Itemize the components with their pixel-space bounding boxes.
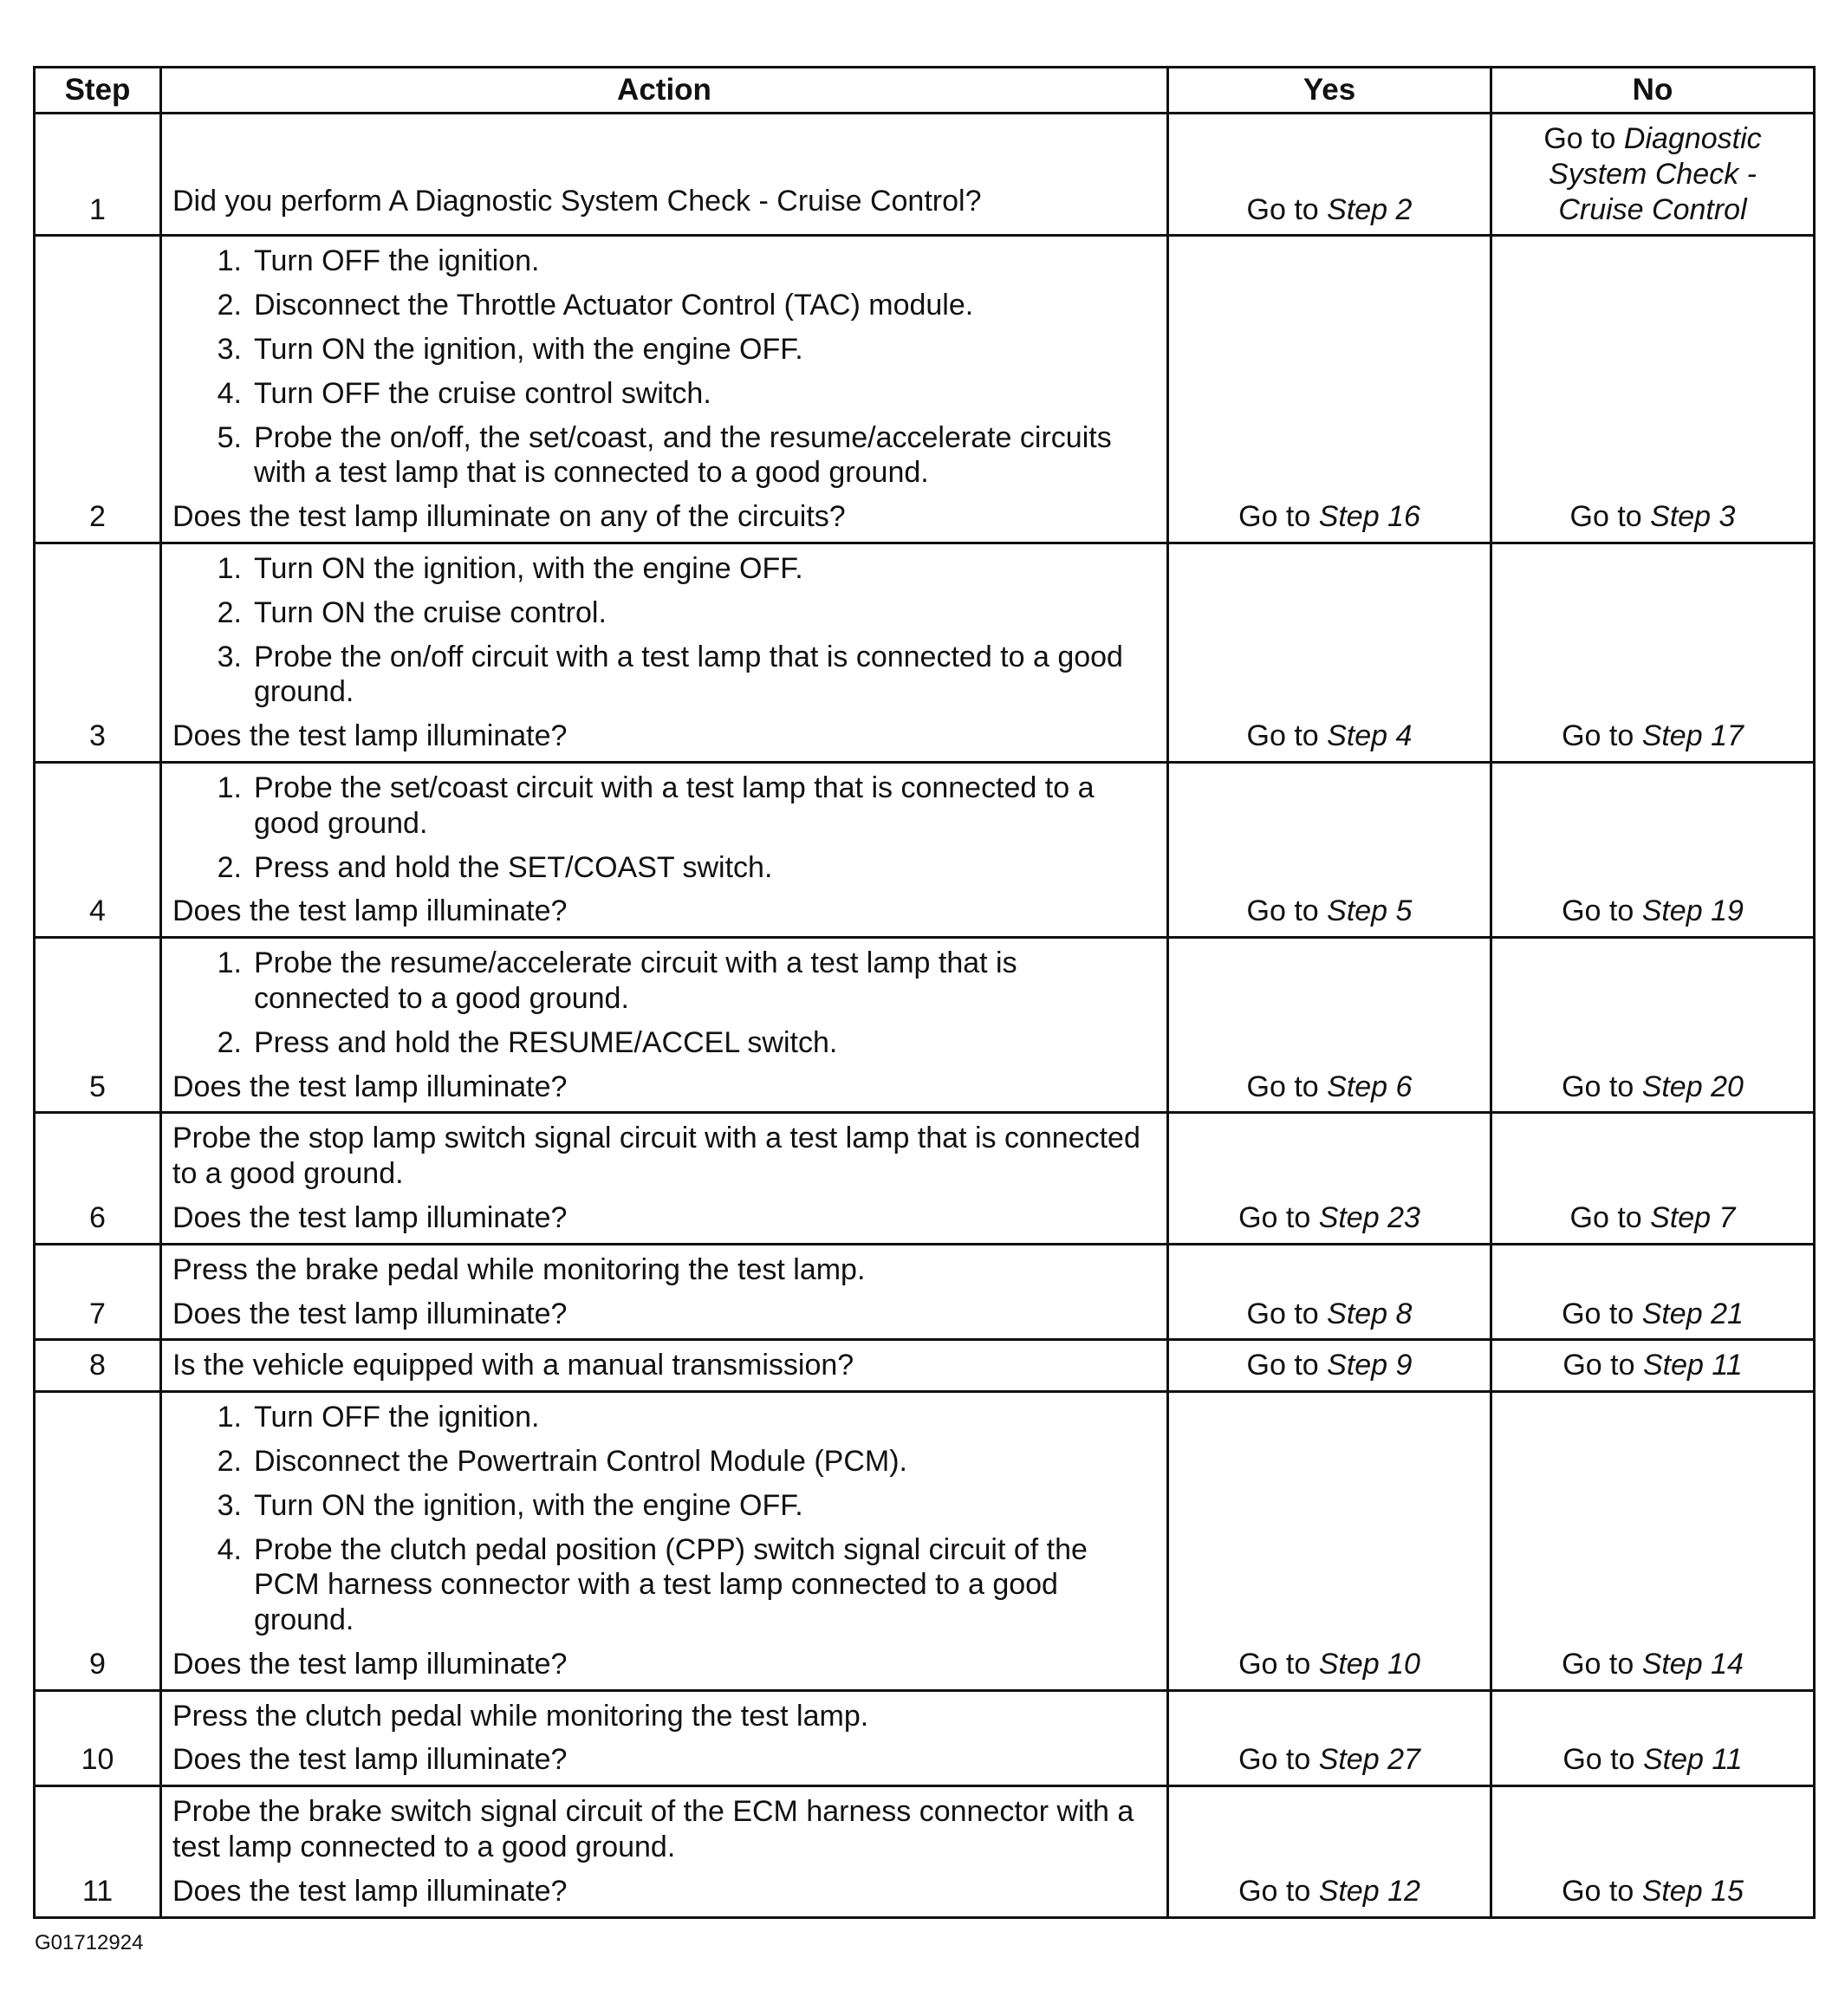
header-action: Action <box>161 68 1168 114</box>
no-cell <box>1491 1244 1815 1340</box>
list-item-text: Press and hold the RESUME/ACCEL switch. <box>254 1025 838 1059</box>
table-row <box>35 762 1815 937</box>
table-row <box>35 938 1815 1113</box>
step-number: 11 <box>35 1786 161 1917</box>
no-prefix: Go to <box>1562 1349 1643 1382</box>
action-cell <box>161 1113 1168 1244</box>
action-cell <box>161 1244 1168 1340</box>
yes-prefix: Go to <box>1246 1070 1328 1103</box>
step-number: 1 <box>35 114 161 236</box>
action-text: Press the clutch pedal while monitoring the test lamp. <box>172 1699 869 1733</box>
list-item-number: 4. <box>217 1532 242 1566</box>
action-question: Does the test lamp illuminate? <box>172 1200 568 1234</box>
list-item <box>172 1444 1156 1479</box>
list-item-number: 2. <box>217 850 242 884</box>
step-number: 3 <box>35 543 161 762</box>
no-prefix: Go to <box>1562 1070 1642 1103</box>
yes-target-link[interactable]: Step 23 <box>1318 1200 1420 1234</box>
table-row <box>35 1340 1815 1392</box>
step-number: 5 <box>35 938 161 1113</box>
list-item <box>172 288 1156 323</box>
list-item-text: Turn OFF the ignition. <box>254 244 540 278</box>
no-cell <box>1491 938 1815 1113</box>
header-yes: Yes <box>1168 68 1491 114</box>
list-item-text: Turn ON the ignition, with the engine OFF. <box>254 1488 803 1522</box>
yes-prefix: Go to <box>1238 1647 1319 1681</box>
action-question: Does the test lamp illuminate? <box>172 1743 568 1777</box>
yes-target-link[interactable]: Step 16 <box>1318 500 1420 534</box>
action-cell <box>161 236 1168 543</box>
list-item-number: 1. <box>217 244 242 278</box>
diagnostic-table <box>33 66 1816 1919</box>
yes-cell <box>1168 1690 1491 1786</box>
list-item <box>172 1400 1156 1435</box>
list-item <box>172 332 1156 367</box>
yes-cell <box>1168 938 1491 1113</box>
action-text: Did you perform A Diagnostic System Check - Cruise Control? <box>172 184 982 218</box>
list-item-text: Probe the on/off circuit with a test lamp that is connected to a good ground. <box>254 640 1123 709</box>
action-question: Is the vehicle equipped with a manual transmission? <box>172 1349 854 1382</box>
list-item-number: 2. <box>217 595 242 629</box>
list-item-number: 1. <box>217 551 242 585</box>
table-row <box>35 1786 1815 1917</box>
action-cell <box>161 114 1168 236</box>
action-text: Probe the brake switch signal circuit of the ECM harness connector with a test lamp connected to a good ground. <box>172 1795 1134 1864</box>
no-cell <box>1491 543 1815 762</box>
yes-target-link[interactable]: Step 2 <box>1327 192 1413 226</box>
list-item <box>172 595 1156 631</box>
list-item-number: 2. <box>217 1444 242 1478</box>
yes-prefix: Go to <box>1238 1200 1319 1234</box>
yes-prefix: Go to <box>1246 719 1328 753</box>
action-steps-list <box>172 771 1156 885</box>
action-text: Probe the stop lamp switch signal circuit with a test lamp that is connected to a good ground. <box>172 1122 1140 1191</box>
no-target-link[interactable]: Step 14 <box>1641 1647 1744 1681</box>
table-row <box>35 1690 1815 1786</box>
yes-prefix: Go to <box>1246 192 1328 226</box>
action-question: Does the test lamp illuminate? <box>172 1647 568 1681</box>
action-cell <box>161 938 1168 1113</box>
action-steps-list <box>172 551 1156 710</box>
list-item-text: Turn ON the cruise control. <box>254 595 607 629</box>
no-cell <box>1491 1340 1815 1392</box>
header-no: No <box>1491 68 1815 114</box>
list-item-number: 1. <box>217 1401 242 1434</box>
table-row <box>35 543 1815 762</box>
yes-cell <box>1168 1244 1491 1340</box>
list-item-text: Probe the on/off, the set/coast, and the resume/accelerate circuits with a test lamp that is connected to a good ground. <box>254 420 1112 490</box>
list-item-text: Turn ON the ignition, with the engine OFF. <box>254 551 803 585</box>
list-item <box>172 420 1156 491</box>
action-text: Press the brake pedal while monitoring the test lamp. <box>172 1252 866 1286</box>
no-cell <box>1491 1786 1815 1917</box>
list-item <box>172 946 1156 1017</box>
yes-prefix: Go to <box>1238 500 1319 534</box>
step-number: 4 <box>35 762 161 937</box>
yes-target-link[interactable]: Step 6 <box>1327 1070 1413 1103</box>
list-item <box>172 1025 1156 1061</box>
figure-id: G01712924 <box>35 1931 144 1954</box>
list-item-number: 2. <box>217 289 242 322</box>
no-prefix: Go to <box>1543 122 1624 155</box>
no-prefix: Go to <box>1569 500 1651 534</box>
list-item-text: Disconnect the Throttle Actuator Control (TAC) module. <box>254 289 974 322</box>
list-item-text: Press and hold the SET/COAST switch. <box>254 850 773 884</box>
action-cell <box>161 1340 1168 1392</box>
yes-prefix: Go to <box>1246 894 1328 928</box>
action-question: Does the test lamp illuminate? <box>172 1297 568 1330</box>
no-prefix: Go to <box>1562 1647 1642 1681</box>
list-item-number: 4. <box>217 376 242 410</box>
list-item-number: 1. <box>217 946 242 980</box>
yes-prefix: Go to <box>1246 1349 1328 1382</box>
no-target-link[interactable]: Step 15 <box>1641 1874 1744 1908</box>
no-prefix: Go to <box>1569 1200 1651 1234</box>
table-row <box>35 1244 1815 1340</box>
yes-prefix: Go to <box>1246 1297 1328 1330</box>
list-item-number: 3. <box>217 640 242 673</box>
list-item-number: 2. <box>217 1025 242 1059</box>
yes-cell <box>1168 543 1491 762</box>
step-number: 6 <box>35 1113 161 1244</box>
header-row <box>35 68 1815 114</box>
no-target-link[interactable]: Diagnostic System Check - Cruise Control <box>1549 122 1762 226</box>
no-target-link[interactable]: Step 20 <box>1641 1070 1744 1103</box>
header-step: Step <box>35 68 161 114</box>
no-prefix: Go to <box>1562 894 1642 928</box>
list-item-text: Turn OFF the ignition. <box>254 1401 540 1434</box>
action-question: Does the test lamp illuminate on any of the circuits? <box>172 500 846 534</box>
no-target-link[interactable]: Step 11 <box>1642 1743 1743 1777</box>
step-number: 10 <box>35 1690 161 1786</box>
action-cell <box>161 543 1168 762</box>
action-question: Does the test lamp illuminate? <box>172 719 568 753</box>
table-row <box>35 1392 1815 1691</box>
list-item <box>172 1488 1156 1524</box>
list-item <box>172 640 1156 711</box>
yes-target-link[interactable]: Step 5 <box>1327 894 1413 928</box>
action-cell <box>161 1786 1168 1917</box>
action-cell <box>161 1690 1168 1786</box>
no-cell <box>1491 236 1815 543</box>
yes-prefix: Go to <box>1238 1874 1319 1908</box>
list-item-text: Turn OFF the cruise control switch. <box>254 376 711 410</box>
action-steps-list <box>172 244 1156 491</box>
action-cell <box>161 1392 1168 1691</box>
list-item-number: 1. <box>217 771 242 804</box>
action-question: Does the test lamp illuminate? <box>172 1874 568 1908</box>
yes-prefix: Go to <box>1238 1743 1319 1777</box>
no-prefix: Go to <box>1562 1743 1643 1777</box>
list-item-number: 3. <box>217 332 242 366</box>
no-prefix: Go to <box>1562 719 1642 753</box>
no-cell <box>1491 114 1815 236</box>
yes-target-link[interactable]: Step 4 <box>1327 719 1413 753</box>
list-item <box>172 551 1156 587</box>
yes-cell <box>1168 762 1491 937</box>
yes-cell <box>1168 1786 1491 1917</box>
list-item <box>172 244 1156 279</box>
no-prefix: Go to <box>1562 1297 1642 1330</box>
step-number: 9 <box>35 1392 161 1691</box>
list-item <box>172 1532 1156 1638</box>
no-prefix: Go to <box>1562 1874 1642 1908</box>
list-item-text: Disconnect the Powertrain Control Module (PCM). <box>254 1444 907 1478</box>
yes-cell <box>1168 1113 1491 1244</box>
no-target-link[interactable]: Step 17 <box>1641 719 1744 753</box>
step-number: 2 <box>35 236 161 543</box>
no-target-link[interactable]: Step 3 <box>1650 500 1736 534</box>
yes-cell <box>1168 1392 1491 1691</box>
no-cell <box>1491 1690 1815 1786</box>
no-target-link[interactable]: Step 19 <box>1641 894 1744 928</box>
list-item-text: Turn ON the ignition, with the engine OFF. <box>254 332 803 366</box>
no-target-link[interactable]: Step 11 <box>1642 1349 1743 1382</box>
no-cell <box>1491 762 1815 937</box>
list-item-number: 5. <box>217 420 242 454</box>
list-item <box>172 376 1156 412</box>
table-row <box>35 1113 1815 1244</box>
yes-cell <box>1168 114 1491 236</box>
yes-cell <box>1168 236 1491 543</box>
no-cell <box>1491 1113 1815 1244</box>
yes-cell <box>1168 1340 1491 1392</box>
no-target-link[interactable]: Step 21 <box>1641 1297 1744 1330</box>
action-steps-list <box>172 946 1156 1060</box>
action-cell <box>161 762 1168 937</box>
list-item-text: Probe the resume/accelerate circuit with a test lamp that is connected to a good ground. <box>254 946 1017 1015</box>
yes-target-link[interactable]: Step 27 <box>1318 1743 1420 1777</box>
no-target-link[interactable]: Step 7 <box>1650 1200 1736 1234</box>
list-item <box>172 850 1156 886</box>
list-item-text: Probe the clutch pedal position (CPP) switch signal circuit of the PCM harness connector with a test lamp connected to a good ground. <box>254 1532 1088 1637</box>
action-question: Does the test lamp illuminate? <box>172 1070 568 1103</box>
step-number: 8 <box>35 1340 161 1392</box>
yes-target-link[interactable]: Step 12 <box>1318 1874 1420 1908</box>
yes-target-link[interactable]: Step 9 <box>1327 1349 1413 1382</box>
yes-target-link[interactable]: Step 8 <box>1327 1297 1413 1330</box>
step-number: 7 <box>35 1244 161 1340</box>
table-row <box>35 114 1815 236</box>
no-cell <box>1491 1392 1815 1691</box>
table-row <box>35 236 1815 543</box>
action-question: Does the test lamp illuminate? <box>172 894 568 928</box>
list-item-text: Probe the set/coast circuit with a test lamp that is connected to a good ground. <box>254 771 1095 840</box>
list-item <box>172 771 1156 842</box>
list-item-number: 3. <box>217 1488 242 1522</box>
action-steps-list <box>172 1400 1156 1638</box>
yes-target-link[interactable]: Step 10 <box>1318 1647 1420 1681</box>
